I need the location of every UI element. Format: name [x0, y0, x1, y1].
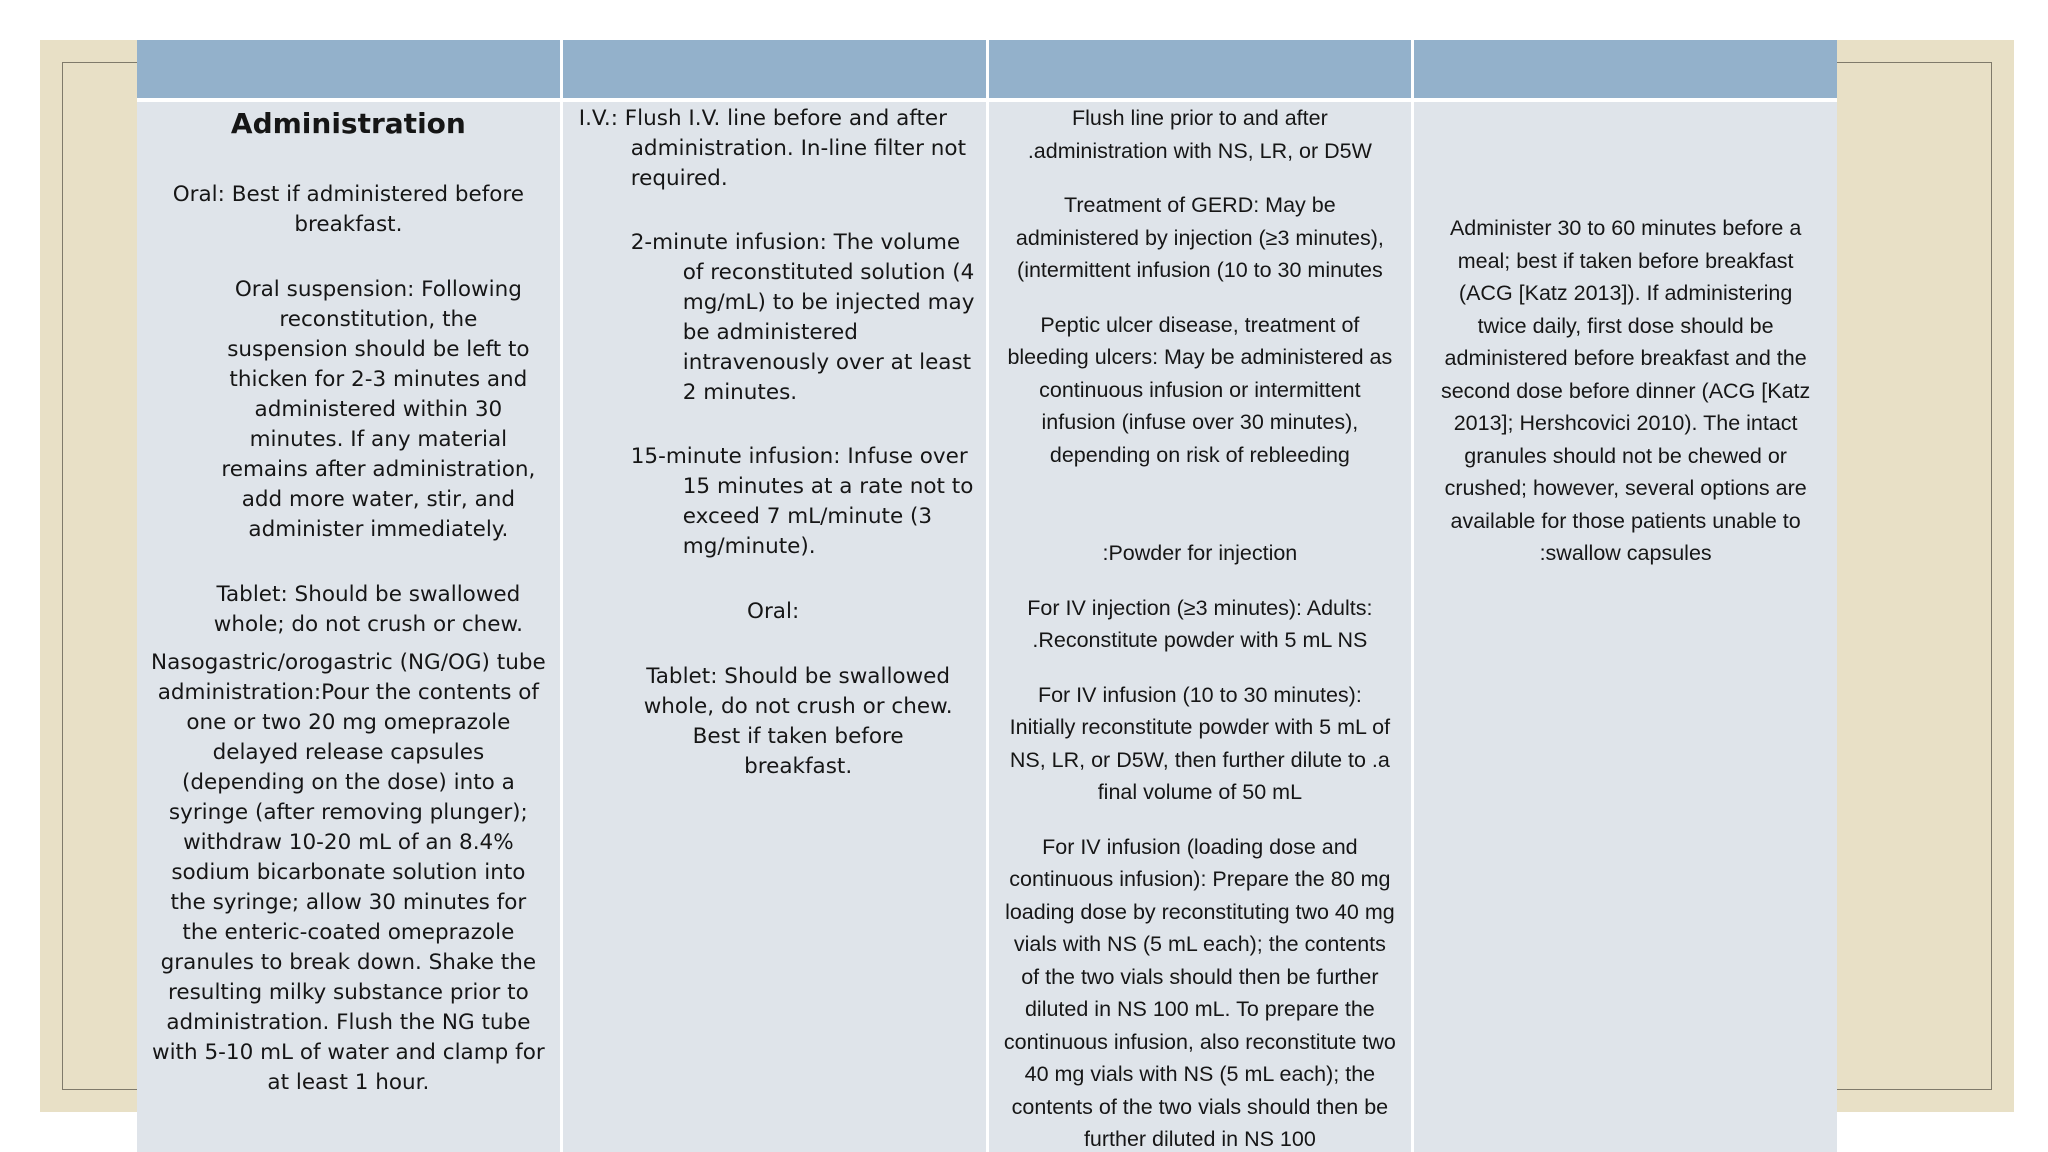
- administration-table: [137, 40, 1837, 1152]
- table-cell: [563, 102, 986, 1152]
- two-minute-infusion-paragraph: 2-minute infusion: The volume of reconstituted solution (4 mg/mL) to be injected may be administered intravenously over at least 2 minutes.: [630, 230, 975, 405]
- column-header: [563, 40, 986, 98]
- column-header: [1414, 40, 1837, 98]
- oral-heading: Oral:: [747, 599, 800, 624]
- tablet-paragraph: Tablet: Should be swallowed whole, do not crush or chew. Best if taken before breakfast.: [643, 664, 953, 779]
- ng-og-tube-paragraph: Nasogastric/orogastric (NG/OG) tube administration:Pour the contents of one or two 20 mg omeprazole delayed release capsules (depending on the dose) into a syringe (after removing plunger); withdraw 10-20 mL of an 8.4% sodium bicarbonate solution into the syringe; allow 30 minutes for the enteric-coated omeprazole granules to break down. Shake the resulting milky substance prior to administration. Flush the NG tube with 5-10 mL of water and clamp for at least 1 hour.: [151, 650, 546, 1095]
- section-heading: Administration: [230, 107, 466, 140]
- iv-loading-dose-paragraph: For IV infusion (loading dose and continuous infusion): Prepare the 80 mg loading dose by reconstituting two 40 mg vials with NS (5 mL each); the contents of the two vials should then be further diluted in NS 100 mL. To prepare the continuous infusion, also reconstitute two 40 mg vials with NS (5 mL each); the contents of the two vials should then be further diluted in NS 100: [1003, 834, 1396, 1151]
- powder-heading: :Powder for injection: [1102, 541, 1298, 565]
- peptic-ulcer-paragraph: Peptic ulcer disease, treatment of bleeding ulcers: May be administered as continuous infusion or intermittent infusion (infuse over 30 minutes), depending on risk of rebleeding: [1007, 312, 1393, 467]
- administration-timing-paragraph: Administer 30 to 60 minutes before a meal; best if taken before breakfast (ACG [Katz 2013]). If administering twice daily, first dose should be administered before breakfast and the second dose before dinner (ACG [Katz 2013]; Hershcovici 2010). The intact granules should not be chewed or crushed; however, several options are available for those patients unable to :swallow capsules: [1440, 216, 1811, 565]
- oral-suspension-paragraph: Oral suspension: Following reconstitution, the suspension should be left to thicken for 2-3 minutes and administered within 30 minutes. If any material remains after administration, add more water, stir, and administer immediately.: [221, 277, 536, 542]
- tablet-paragraph: Tablet: Should be swallowed whole; do not crush or chew.: [213, 582, 523, 637]
- iv-paragraph: I.V.: Flush I.V. line before and after administration. In-line filter not required.: [578, 106, 967, 191]
- column-header: [989, 40, 1412, 98]
- table-cell: [989, 102, 1412, 1152]
- iv-injection-paragraph: For IV injection (≥3 minutes): Adults: .Reconstitute powder with 5 mL NS: [1027, 595, 1373, 652]
- table-column-3: [989, 40, 1412, 1152]
- fifteen-minute-infusion-paragraph: 15-minute infusion: Infuse over 15 minutes at a rate not to exceed 7 mL/minute (3 mg/minute).: [630, 444, 974, 559]
- iv-infusion-paragraph: For IV infusion (10 to 30 minutes): Initially reconstitute powder with 5 mL of NS, LR, or D5W, then further dilute to .a final volume of 50 mL: [1009, 682, 1391, 804]
- gerd-paragraph: Treatment of GERD: May be administered by injection (≥3 minutes), (intermittent infusion (10 to 30 minutes: [1015, 193, 1384, 282]
- flush-paragraph: Flush line prior to and after .administration with NS, LR, or D5W: [1027, 106, 1372, 163]
- oral-paragraph: Oral: Best if administered before breakfast.: [172, 182, 525, 237]
- table-column-4: [1414, 40, 1837, 1152]
- table-column-2: [563, 40, 986, 1152]
- table-cell: [137, 102, 560, 1152]
- column-header: [137, 40, 560, 98]
- table-cell: [1414, 102, 1837, 1152]
- table-column-1: [137, 40, 560, 1152]
